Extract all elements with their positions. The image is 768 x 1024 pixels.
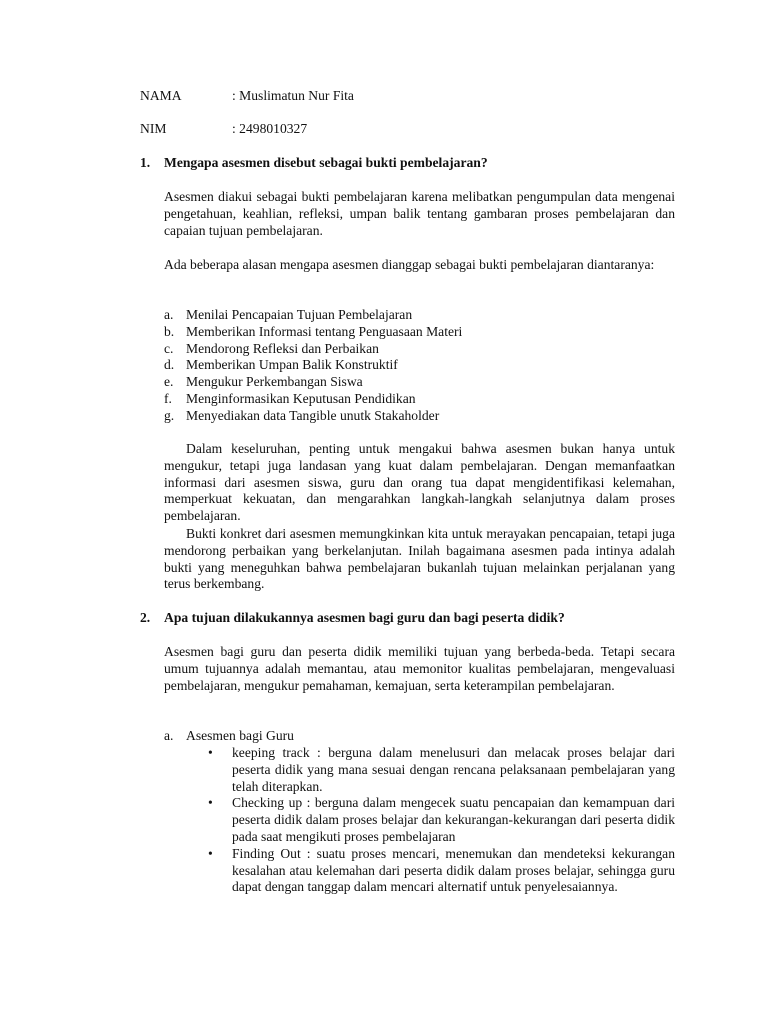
nim-label: NIM [140, 121, 167, 136]
bullet-icon: • [208, 795, 213, 811]
list-marker: g. [164, 407, 175, 423]
list-marker: c. [164, 340, 174, 356]
q1-paragraph-3: Dalam keseluruhan, penting untuk mengakui bahwa asesmen bukan hanya untuk mengukur, tetapi juga landasan yang kuat dalam pembelajaran. Dengan memanfaatkan informasi dari asesmen siswa, guru dan orang tua dapat mengidentifikasi kelemahan, memperkuat kekuatan, dan mengarahkan langkah-langkah selanjutnya dalam proses pembelajaran. [164, 441, 675, 524]
list-item [164, 374, 675, 391]
list-marker: d. [164, 357, 175, 373]
list-marker: e. [164, 374, 174, 390]
q2-sub-a-marker: a. [164, 728, 174, 743]
list-item [164, 357, 675, 374]
bullet-text: Finding Out : suatu proses mencari, menemukan dan mendeteksi kekurangan kesalahan atau kelemahan dari peserta didik dalam proses belajar, sehingga guru dapat dengan tanggap dalam mencari alternatif untuk penyelesaiannya. [232, 845, 675, 895]
list-item [164, 391, 675, 408]
bullet-item [206, 846, 675, 896]
name-label: NAMA [140, 88, 182, 103]
q2-sub-a-title: Asesmen bagi Guru [186, 728, 294, 743]
list-marker: a. [164, 307, 174, 322]
q2-paragraph-1: Asesmen bagi guru dan peserta didik memiliki tujuan yang berbeda-beda. Tetapi secara umum tujuannya adalah memantau, atau memonitor kualitas pembelajaran, mengevaluasi pembelajaran, mengukur pemahaman, kemajuan, serta keterampilan pembelajaran. [164, 644, 675, 693]
teacher-assessment-bullets [206, 745, 675, 896]
q1-paragraph-4: Bukti konkret dari asesmen memungkinkan kita untuk merayakan pencapaian, tetapi juga mendorong perbaikan yang berkelanjutan. Inilah bagaimana asesmen pada intinya adalah bukti yang meneguhkan bahwa pembelajaran bukanlah tujuan melainkan perjalanan yang terus berkembang. [164, 526, 675, 592]
bullet-item [206, 795, 675, 845]
list-item-text: Menyediakan data Tangible unutk Stakaholder [186, 407, 440, 423]
list-marker: b. [164, 323, 175, 339]
list-item [164, 341, 675, 358]
list-marker: f. [164, 390, 172, 406]
list-item [164, 324, 675, 341]
bullet-icon: • [208, 745, 213, 760]
bullet-text: keeping track : berguna dalam menelusuri dan melacak proses belajar dari peserta didik yang mana sesuai dengan rencana pelaksanaan pembelajaran yang telah diterapkan. [232, 745, 675, 794]
list-item-text: Memberikan Informasi tentang Penguasaan Materi [186, 323, 463, 339]
nim-value: : 2498010327 [232, 121, 308, 136]
question-1-heading: Mengapa asesmen disebut sebagai bukti pembelajaran? [164, 155, 488, 170]
name-value: : Muslimatun Nur Fita [232, 88, 354, 103]
q1-paragraph-1: Asesmen diakui sebagai bukti pembelajaran karena melibatkan pengumpulan data mengenai pengetahuan, keahlian, refleksi, umpan balik tentang gambaran proses pembelajaran dan capaian tujuan pembelajaran. [164, 189, 675, 238]
question-2-heading: Apa tujuan dilakukannya asesmen bagi guru dan bagi peserta didik? [164, 610, 565, 625]
list-item-text: Menilai Pencapaian Tujuan Pembelajaran [186, 307, 413, 322]
list-item-text: Mendorong Refleksi dan Perbaikan [186, 340, 379, 356]
q1-reasons-list [164, 307, 675, 425]
list-item-text: Menginformasikan Keputusan Pendidikan [186, 390, 416, 406]
list-item [164, 307, 675, 324]
question-1-number: 1. [140, 155, 151, 170]
list-item-text: Memberikan Umpan Balik Konstruktif [186, 357, 398, 373]
q1-paragraph-2: Ada beberapa alasan mengapa asesmen dianggap sebagai bukti pembelajaran diantaranya: [164, 257, 655, 272]
bullet-item [206, 745, 675, 795]
list-item [164, 408, 675, 425]
list-item-text: Mengukur Perkembangan Siswa [186, 374, 363, 390]
bullet-icon: • [208, 845, 213, 861]
question-2-number: 2. [140, 610, 151, 625]
bullet-text: Checking up : berguna dalam mengecek suatu pencapaian dan kemampuan dari peserta didik dalam proses belajar dan kekurangan-kekurangan dari peserta didik pada saat mengikuti proses pembelajaran [232, 795, 675, 844]
